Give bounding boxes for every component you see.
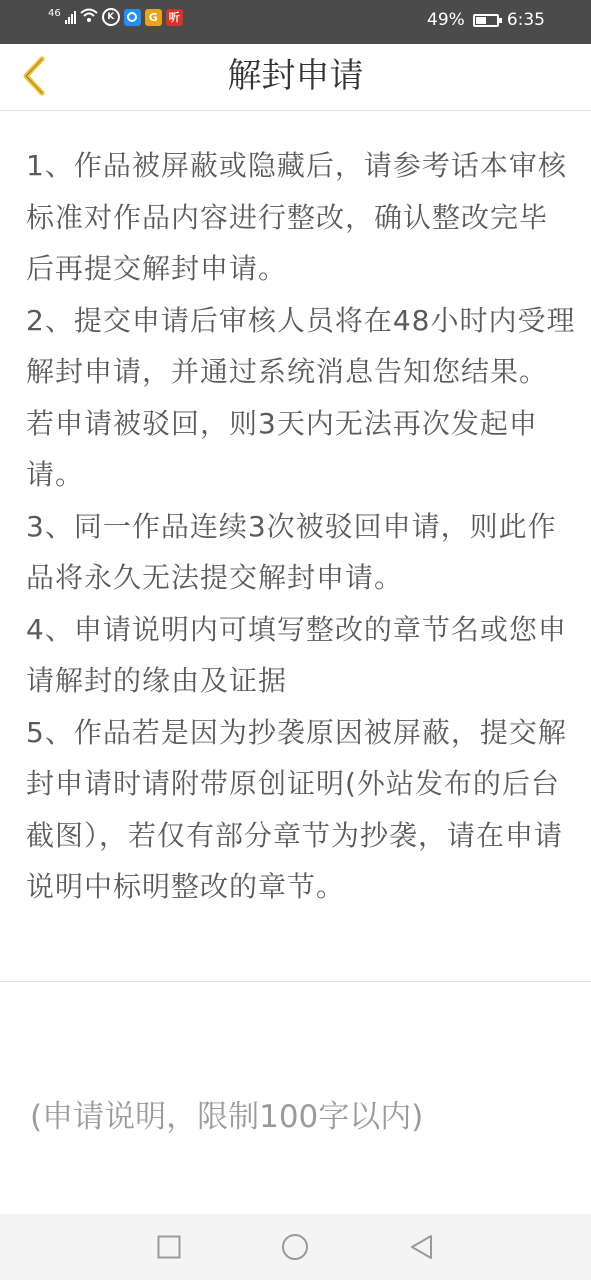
recent-apps-button[interactable]: [151, 1230, 187, 1264]
rules-list: [26, 140, 576, 913]
system-back-button[interactable]: [403, 1230, 439, 1264]
wifi-icon: [80, 8, 98, 26]
rule-item: 5、作品若是因为抄袭原因被屏蔽，提交解封申请时请附带原创证明(外站发布的后台截图），若仅有部分章节为抄袭，请在申请说明中标明整改的章节。: [26, 715, 567, 903]
listen-icon: 听: [166, 9, 183, 26]
status-bar: [0, 0, 591, 44]
game-icon: G: [145, 9, 162, 26]
k-icon: K: [102, 8, 120, 26]
home-button[interactable]: [277, 1230, 313, 1264]
signal-icon: [65, 10, 76, 24]
status-left: [48, 8, 183, 26]
rule-item: 3、同一作品连续3次被驳回申请，则此作品将永久无法提交解封申请。: [26, 509, 557, 594]
clock: 6:35: [506, 10, 545, 30]
network-type-label: 46: [48, 7, 61, 19]
system-nav-bar: [0, 1214, 591, 1280]
explanation-input[interactable]: [30, 1082, 560, 1152]
battery-icon: [473, 14, 499, 27]
browser-icon: [124, 9, 141, 26]
triangle-back-icon: [409, 1234, 433, 1260]
battery-level: [476, 17, 486, 24]
battery-percent: 49%: [427, 10, 465, 30]
rule-item: 1、作品被屏蔽或隐藏后，请参考话本审核标准对作品内容进行整改，确认整改完毕后再提交解封申请。: [26, 149, 567, 285]
header: [0, 44, 591, 111]
circle-icon: [281, 1233, 309, 1261]
rule-item: 2、提交申请后审核人员将在48小时内受理解封申请，并通过系统消息告知您结果。若申请被驳回，则3天内无法再次发起申请。: [26, 303, 576, 491]
divider: [0, 981, 591, 982]
status-right: [427, 10, 545, 30]
rule-item: 4、申请说明内可填写整改的章节名或您申请解封的缘由及证据: [26, 612, 567, 697]
page-title: 解封申请: [227, 56, 364, 96]
square-icon: [157, 1235, 181, 1259]
